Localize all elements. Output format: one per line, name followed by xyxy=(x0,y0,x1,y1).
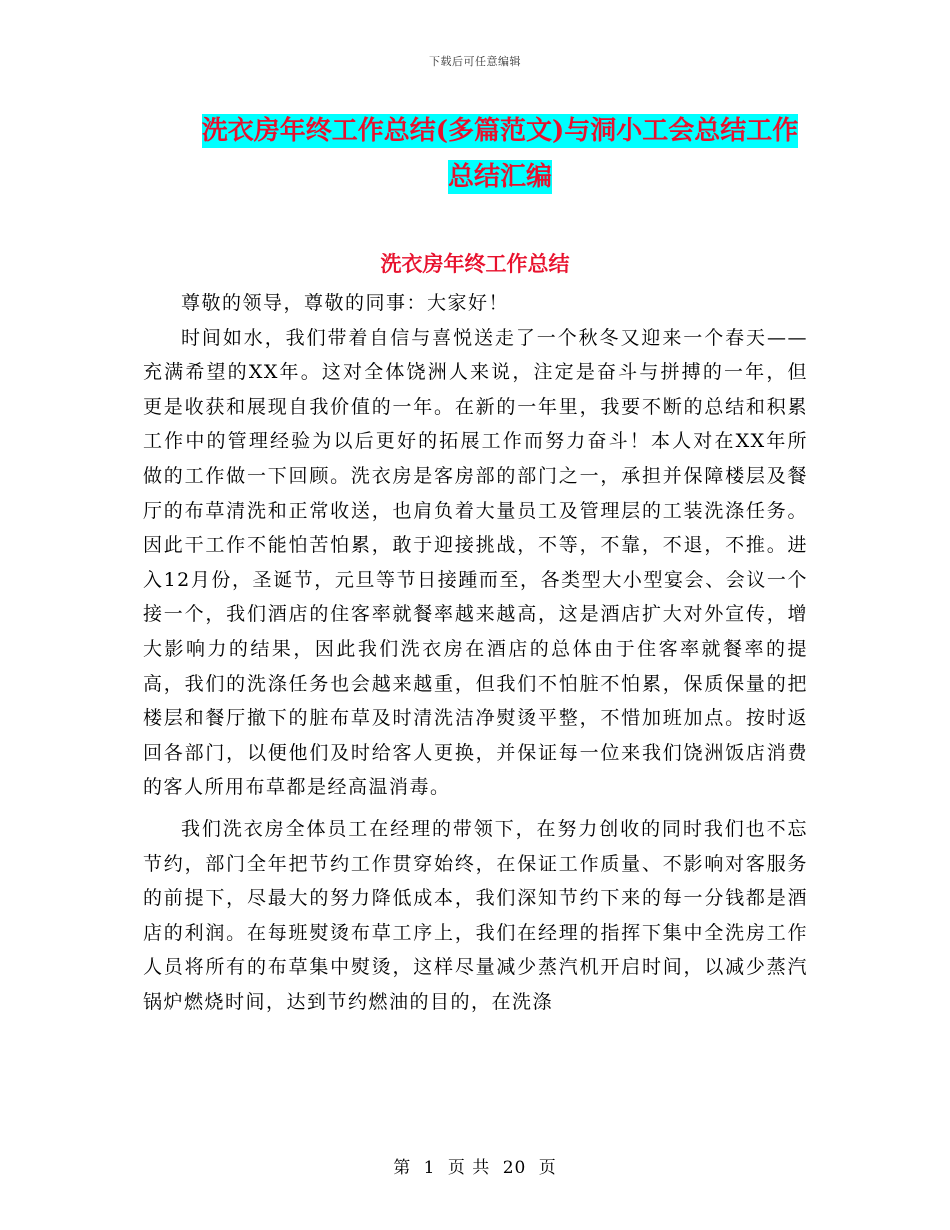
footer-prefix: 第 xyxy=(393,1158,412,1178)
current-page-number: 1 xyxy=(423,1158,436,1178)
document-title xyxy=(140,108,860,200)
body-text xyxy=(143,286,808,1019)
page-footer xyxy=(0,1153,950,1178)
footer-middle: 页 共 xyxy=(447,1158,491,1178)
document-title-line1: 洗衣房年终工作总结(多篇范文)与洞小工会总结工作 xyxy=(201,116,799,146)
total-pages-number: 20 xyxy=(502,1158,527,1178)
header-note: 下载后可任意编辑 xyxy=(429,55,521,68)
document-title-line2: 总结汇编 xyxy=(447,162,552,192)
footer-suffix: 页 xyxy=(538,1158,557,1178)
paragraph: 我们洗衣房全体员工在经理的带领下，在努力创收的同时我们也不忘节约，部门全年把节约工作贯穿始终，在保证工作质量、不影响对客服务的前提下，尽最大的努力降低成本，我们深知节约下来的每一分钱都是酒店的利润。在每班熨烫布草工序上，我们在经理的指挥下集中全洗房工作人员将所有的布草集中熨烫，这样尽量减少蒸汽机开启时间，以减少蒸汽锅炉燃烧时间，达到节约燃油的目的，在洗涤 xyxy=(143,817,808,1013)
paragraph-greeting: 尊敬的领导，尊敬的同事：大家好！ xyxy=(181,292,510,314)
paragraph: 时间如水，我们带着自信与喜悦送走了一个秋冬又迎来一个春天——充满希望的XX年。这对全体饶洲人来说，注定是奋斗与拼搏的一年，但更是收获和展现自我价值的一年。在新的一年里，我要不断的总结和积累工作中的管理经验为以后更好的拓展工作而努力奋斗！本人对在XX年所做的工作做一下回顾。洗衣房是客房部的部门之一，承担并保障楼层及餐厅的布草清洗和正常收送，也肩负着大量员工及管理层的工装洗涤任务。因此干工作不能怕苦怕累，敢于迎接挑战，不等，不靠，不退，不推。进入12月份，圣诞节，元旦等节日接踵而至，各类型大小型宴会、会议一个接一个，我们酒店的住客率就餐率越来越高，这是酒店扩大对外宣传，增大影响力的结果，因此我们洗衣房在酒店的总体由于住客率就餐率的提高，我们的洗涤任务也会越来越重，但我们不怕脏不怕累，保质保量的把楼层和餐厅撤下的脏布草及时清洗洁净熨烫平整，不惜加班加点。按时返回各部门，以便他们及时给客人更换，并保证每一位来我们饶洲饭店消费的客人所用布草都是经高温消毒。 xyxy=(143,326,808,799)
section-title: 洗衣房年终工作总结 xyxy=(380,251,570,276)
